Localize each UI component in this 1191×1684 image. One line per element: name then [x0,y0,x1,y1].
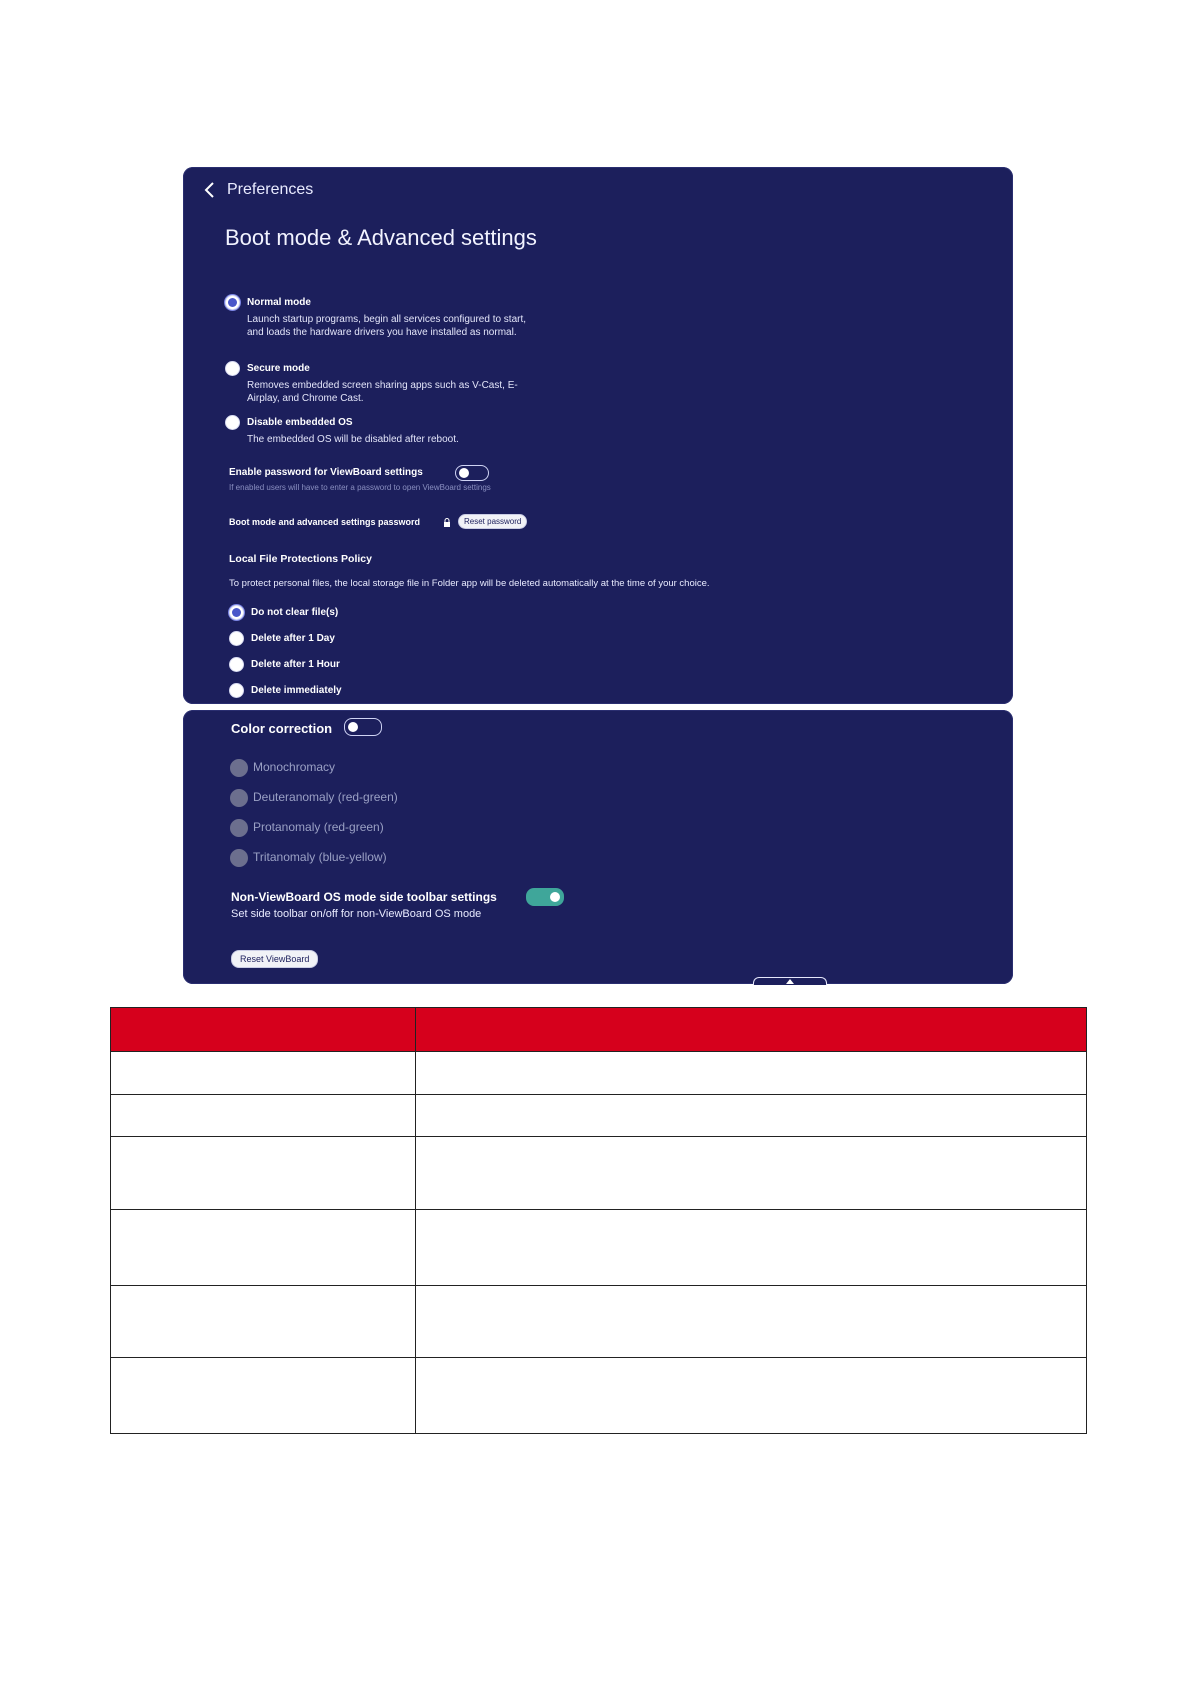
back-button[interactable] [203,181,313,199]
table-cell [111,1210,416,1286]
enable-password-label: Enable password for ViewBoard settings [229,467,423,478]
toggle-knob [459,468,469,478]
side-toolbar-description: Set side toolbar on/off for non-ViewBoard OS mode [231,908,482,920]
delete-1-hour-label: Delete after 1 Hour [251,659,340,670]
expand-handle[interactable] [753,977,827,985]
color-correction-toggle[interactable] [344,718,382,736]
delete-immediately-label: Delete immediately [251,685,342,696]
table-cell [111,1358,416,1434]
table-row [111,1052,1087,1095]
table-header-cell [416,1008,1087,1052]
lock-icon [443,518,451,527]
radio-secure-mode[interactable] [225,361,240,376]
table-header-cell [111,1008,416,1052]
color-correction-label: Color correction [231,721,333,736]
radio-delete-1-hour[interactable] [229,657,244,672]
table-cell [111,1286,416,1358]
radio-do-not-clear[interactable] [229,605,244,620]
radio-disable-embedded-os[interactable] [225,415,240,430]
password-field-label: Boot mode and advanced settings password [229,517,421,527]
table-cell [416,1286,1087,1358]
table-row [111,1137,1087,1210]
radio-delete-immediately[interactable] [229,683,244,698]
radio-normal-mode[interactable] [225,295,240,310]
table-row [111,1210,1087,1286]
radio-tritanomaly[interactable] [230,849,248,867]
table-cell [416,1137,1087,1210]
table-row [111,1358,1087,1434]
table-row [111,1095,1087,1137]
side-toolbar-toggle[interactable] [526,888,564,906]
back-label: Preferences [227,181,314,198]
table-header-row [111,1008,1087,1052]
table-cell [416,1358,1087,1434]
side-toolbar-label: Non-ViewBoard OS mode side toolbar settings [231,890,497,904]
protanomaly-label: Protanomaly (red-green) [253,820,384,834]
enable-password-hint: If enabled users will have to enter a password to open ViewBoard settings [229,483,491,492]
enable-password-toggle[interactable] [455,465,489,481]
settings-table [110,1007,1087,1434]
table-row [111,1286,1087,1358]
table-cell [111,1052,416,1095]
deuteranomaly-label: Deuteranomaly (red-green) [253,790,398,804]
disable-os-title: Disable embedded OS [247,417,353,428]
secure-mode-description: Removes embedded screen sharing apps such as V-Cast, E-Airplay, and Chrome Cast. [247,380,518,404]
reset-viewboard-button[interactable]: Reset ViewBoard [231,950,318,968]
radio-delete-1-day[interactable] [229,631,244,646]
tritanomaly-label: Tritanomaly (blue-yellow) [253,850,387,864]
table-cell [416,1095,1087,1137]
do-not-clear-label: Do not clear file(s) [251,607,339,618]
disable-os-description: The embedded OS will be disabled after reboot. [247,434,459,445]
radio-protanomaly[interactable] [230,819,248,837]
file-policy-title: Local File Protections Policy [229,553,372,565]
color-correction-panel [183,710,1013,984]
normal-mode-description: Launch startup programs, begin all services configured to start, and loads the hardware drivers you have installed as normal. [247,314,527,338]
normal-mode-title: Normal mode [247,297,311,308]
file-policy-description: To protect personal files, the local storage file in Folder app will be deleted automatically at the time of your choice. [229,578,710,589]
table-cell [111,1137,416,1210]
page-title: Boot mode & Advanced settings [225,225,537,250]
table-cell [416,1052,1087,1095]
boot-mode-settings-panel [183,167,1013,704]
radio-deuteranomaly[interactable] [230,789,248,807]
chevron-left-icon [203,181,217,199]
table-cell [416,1210,1087,1286]
secure-mode-title: Secure mode [247,363,310,374]
monochromacy-label: Monochromacy [253,760,336,774]
toggle-knob [550,892,560,902]
radio-monochromacy[interactable] [230,759,248,777]
table-cell [111,1095,416,1137]
reset-password-button[interactable]: Reset password [458,514,527,529]
delete-1-day-label: Delete after 1 Day [251,633,335,644]
toggle-knob [348,722,358,732]
